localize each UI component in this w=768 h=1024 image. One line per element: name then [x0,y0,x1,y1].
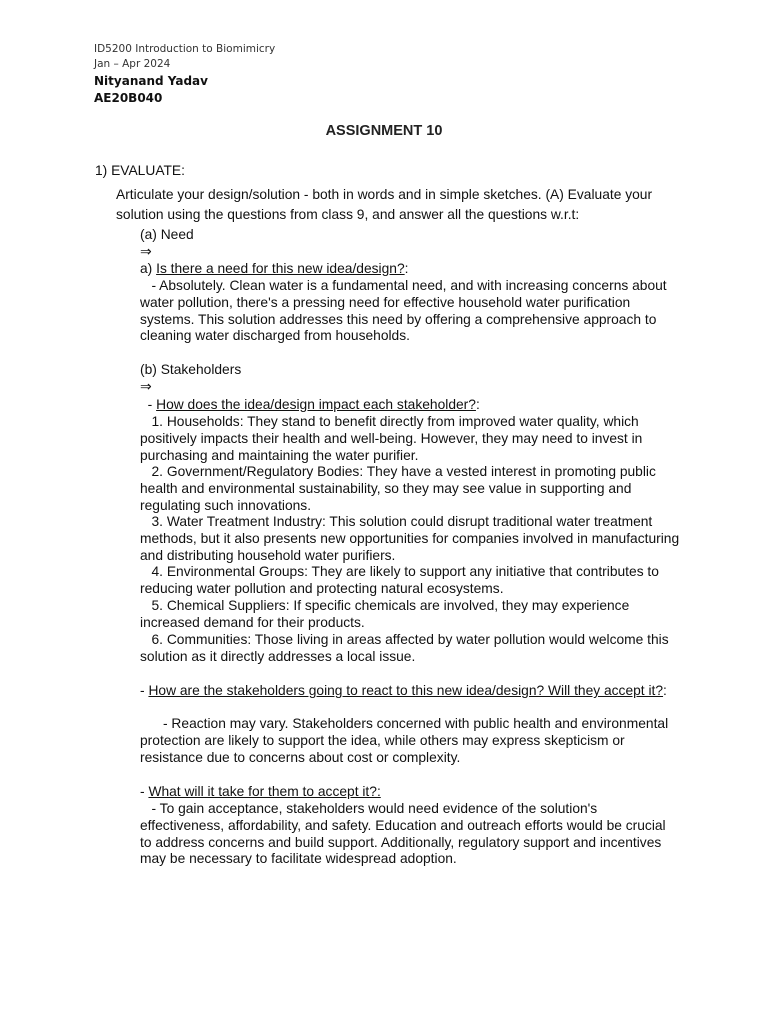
stakeholder-item-government: 2. Government/Regulatory Bodies: They have a vested interest in promoting public health and environmental sustainability, so they may see value in supporting and regulating such innovations. [140,464,660,513]
student-name: Nityanand Yadav [94,74,208,88]
need-heading: (a) Need [140,227,194,242]
stakeholder-item-environmental-groups: 4. Environmental Groups: They are likely to support any initiative that contributes to reducing water pollution and protecting natural ecosystems. [140,564,663,596]
stakeholders-answer-2: - Reaction may vary. Stakeholders concerned with public health and environmental protection are likely to support the idea, while others may express skepticism or resistance due to concerns about cost or complexity. [140,716,672,765]
need-question-prefix: a) [140,261,157,276]
assignment-title: ASSIGNMENT 10 [325,123,443,139]
arrow-icon: ⇒ [140,244,152,259]
stakeholders-question-2 [140,683,680,700]
question-suffix: : [475,397,480,412]
stakeholder-item-water-industry: 3. Water Treatment Industry: This solution could disrupt traditional water treatment methods, but it also presents new opportunities for companies involved in manufacturing and distributing household water purifiers. [140,514,683,563]
roll-number: AE20B040 [94,91,163,105]
question-prefix: - [140,784,149,799]
stakeholders-question-3 [140,784,680,801]
question-suffix: : [663,683,667,698]
need-question-text: Is there a need for this new idea/design? [156,261,405,276]
question-text: How are the stakeholders going to react to this new idea/design? Will they accept it? [148,683,664,698]
need-question-suffix: : [404,261,409,276]
stakeholder-item-communities: 6. Communities: Those living in areas affected by water pollution would welcome this solution as it directly addresses a local issue. [140,632,673,664]
stakeholder-item-chemical-suppliers: 5. Chemical Suppliers: If specific chemicals are involved, they may experience increased demand for their products. [140,598,634,630]
stakeholders-question-1 [140,397,680,414]
need-question [140,261,680,278]
arrow-icon: ⇒ [140,379,152,394]
need-answer: - Absolutely. Clean water is a fundamental need, and with increasing concerns about water pollution, there's a pressing need for effective household water purification systems. This solution addresses this need by offering a comprehensive approach to cleaning water discharged from households. [140,278,671,344]
stakeholders-answer-3: - To gain acceptance, stakeholders would need evidence of the solution's effectiveness, affordability, and safety. Education and outreach efforts would be crucial to address concerns and build support. Additionally, regulatory support and incentives may be necessary to facilitate widespread adoption. [140,801,670,867]
intro-paragraph: Articulate your design/solution - both in words and in simple sketches. (A) Evaluate your solution using the questions from class 9, and answer all the questions w.r.t: [116,187,653,222]
course-name: ID5200 Introduction to Biomimicry [94,43,276,55]
question-text: What will it take for them to accept it?: [148,784,381,799]
question-prefix: - [140,397,157,412]
question-prefix: - [140,683,149,698]
stakeholder-item-households: 1. Households: They stand to benefit directly from improved water quality, which positively impacts their health and well-being. However, they may need to invest in purchasing and maintaining the water purifier. [140,414,647,463]
stakeholders-heading: (b) Stakeholders [140,362,242,377]
section-heading: 1) EVALUATE: [95,163,185,178]
question-text: How does the idea/design impact each stakeholder? [156,397,476,412]
term: Jan – Apr 2024 [94,58,171,70]
